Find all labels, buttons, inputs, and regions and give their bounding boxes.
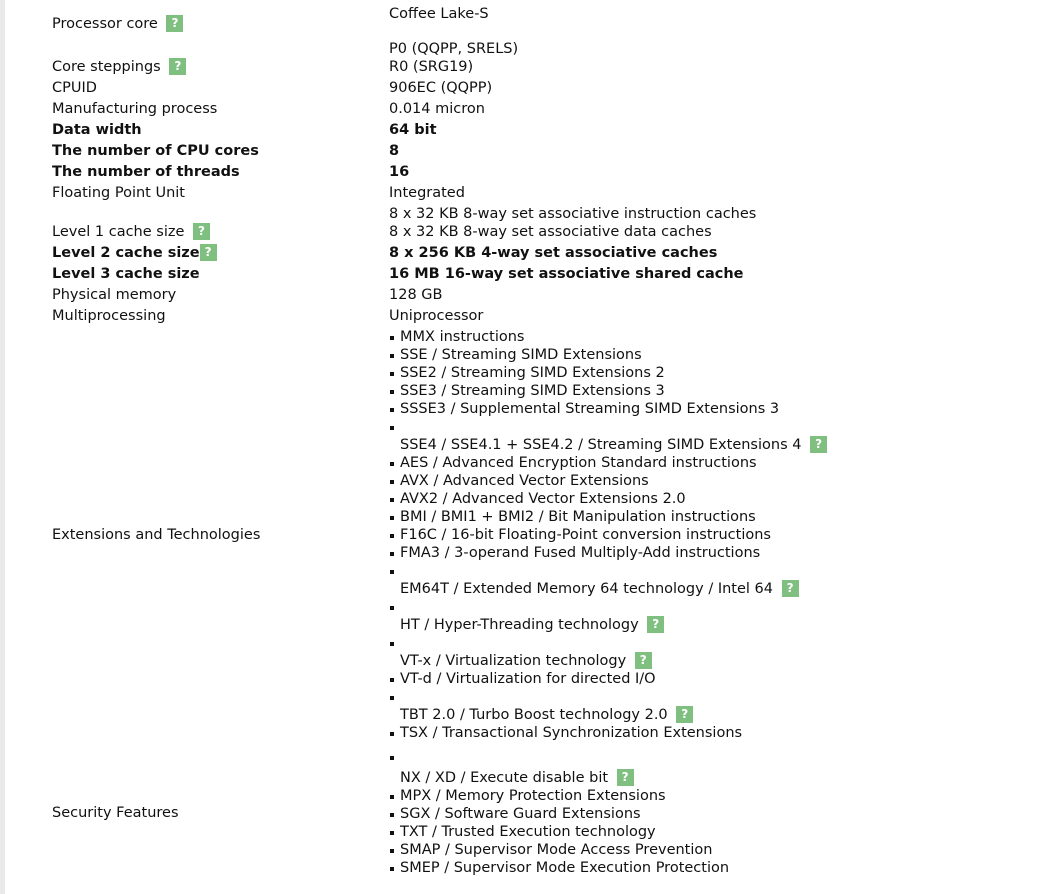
label-manufacturing: Manufacturing process (52, 101, 218, 117)
value-threads: 16 (389, 164, 410, 180)
list-item: TXT / Trusted Execution technology (389, 823, 779, 841)
list-item: SSE3 / Streaming SIMD Extensions 3 (389, 382, 779, 400)
row-l1-cache (47, 205, 779, 244)
list-item: SSE2 / Streaming SIMD Extensions 2 (389, 364, 779, 382)
left-border (0, 0, 5, 894)
row-memory (47, 286, 779, 307)
label-fpu: Floating Point Unit (52, 185, 185, 201)
row-multiprocessing (47, 307, 779, 328)
value-processor-core: Coffee Lake-S (389, 6, 489, 22)
label-l3-cache: Level 3 cache size (52, 266, 200, 282)
value-l3-cache: 16 MB 16-way set associative shared cache (389, 266, 744, 282)
list-item: SGX / Software Guard Extensions (389, 805, 779, 823)
label-threads: The number of threads (52, 164, 240, 180)
help-icon[interactable]: ? (676, 706, 693, 723)
value-cpuid: 906EC (QQPP) (389, 80, 493, 96)
value-core-steppings: P0 (QQPP, SRELS) R0 (SRG19) (389, 41, 519, 75)
help-icon[interactable]: ? (193, 223, 210, 240)
value-extensions (389, 328, 823, 745)
value-data-width: 64 bit (389, 122, 437, 138)
help-icon[interactable]: ? (647, 616, 664, 633)
list-item: F16C / 16-bit Floating-Point conversion instructions (389, 526, 779, 544)
list-item: SSE4 / SSE4.1 + SSE4.2 / Streaming SIMD Extensions 4 ? (389, 418, 779, 454)
row-core-steppings (47, 36, 779, 79)
label-processor-core: Processor core ? (47, 0, 389, 36)
help-icon[interactable]: ? (782, 580, 799, 597)
value-fpu: Integrated (389, 185, 465, 201)
value-multiprocessing: Uniprocessor (389, 308, 484, 324)
help-icon[interactable]: ? (635, 652, 652, 669)
row-l3-cache (47, 265, 779, 286)
list-item: EM64T / Extended Memory 64 technology / Intel 64 ? (389, 562, 779, 598)
label-core-steppings: Core steppings ? (47, 36, 389, 79)
list-item: VT-d / Virtualization for directed I/O (389, 670, 779, 688)
extensions-list (389, 328, 823, 742)
label-data-width: Data width (52, 122, 142, 138)
row-cores (47, 142, 779, 163)
label-cores: The number of CPU cores (52, 143, 259, 159)
label-memory: Physical memory (52, 287, 177, 303)
label-cpuid: CPUID (52, 80, 97, 96)
list-item: SMEP / Supervisor Mode Execution Protection (389, 859, 779, 877)
list-item: HT / Hyper-Threading technology ? (389, 598, 779, 634)
label-l2-cache: Level 2 cache size ? (47, 244, 389, 265)
list-item: AVX / Advanced Vector Extensions (389, 472, 779, 490)
help-icon[interactable]: ? (810, 436, 827, 453)
list-item: SMAP / Supervisor Mode Access Prevention (389, 841, 779, 859)
help-icon[interactable]: ? (617, 769, 634, 786)
list-item: TSX / Transactional Synchronization Extensions (389, 724, 779, 742)
help-icon[interactable]: ? (200, 244, 217, 261)
row-data-width (47, 121, 779, 142)
list-item: SSSE3 / Supplemental Streaming SIMD Extensions 3 (389, 400, 779, 418)
value-cores: 8 (389, 143, 400, 159)
row-cpuid (47, 79, 779, 100)
row-security (47, 745, 779, 880)
value-memory: 128 GB (389, 287, 443, 303)
row-extensions (47, 328, 779, 745)
list-item: TBT 2.0 / Turbo Boost technology 2.0 ? (389, 688, 779, 724)
row-manufacturing (47, 100, 779, 121)
list-item: AES / Advanced Encryption Standard instructions (389, 454, 779, 472)
list-item: NX / XD / Execute disable bit ? (389, 748, 779, 787)
value-l2-cache: 8 x 256 KB 4-way set associative caches (389, 245, 718, 261)
list-item: MMX instructions (389, 328, 779, 346)
list-item: MPX / Memory Protection Extensions (389, 787, 779, 805)
list-item: AVX2 / Advanced Vector Extensions 2.0 (389, 490, 779, 508)
row-threads (47, 163, 779, 184)
row-fpu (47, 184, 779, 205)
help-icon[interactable]: ? (169, 58, 186, 75)
value-manufacturing: 0.014 micron (389, 101, 485, 117)
row-processor-core (47, 0, 779, 36)
spec-table (47, 0, 823, 880)
label-security: Security Features (52, 804, 179, 821)
label-extensions: Extensions and Technologies (52, 527, 261, 543)
help-icon[interactable]: ? (166, 15, 183, 32)
label-l1-cache: Level 1 cache size ? (47, 205, 389, 244)
row-l2-cache (47, 244, 779, 265)
list-item: FMA3 / 3-operand Fused Multiply-Add instructions (389, 544, 779, 562)
security-list (389, 748, 779, 877)
value-security (389, 745, 779, 880)
label-multiprocessing: Multiprocessing (52, 308, 166, 324)
list-item: VT-x / Virtualization technology ? (389, 634, 779, 670)
list-item: BMI / BMI1 + BMI2 / Bit Manipulation instructions (389, 508, 779, 526)
value-l1-cache: 8 x 32 KB 8-way set associative instruction caches 8 x 32 KB 8-way set associative data caches (389, 206, 757, 240)
list-item: SSE / Streaming SIMD Extensions (389, 346, 779, 364)
